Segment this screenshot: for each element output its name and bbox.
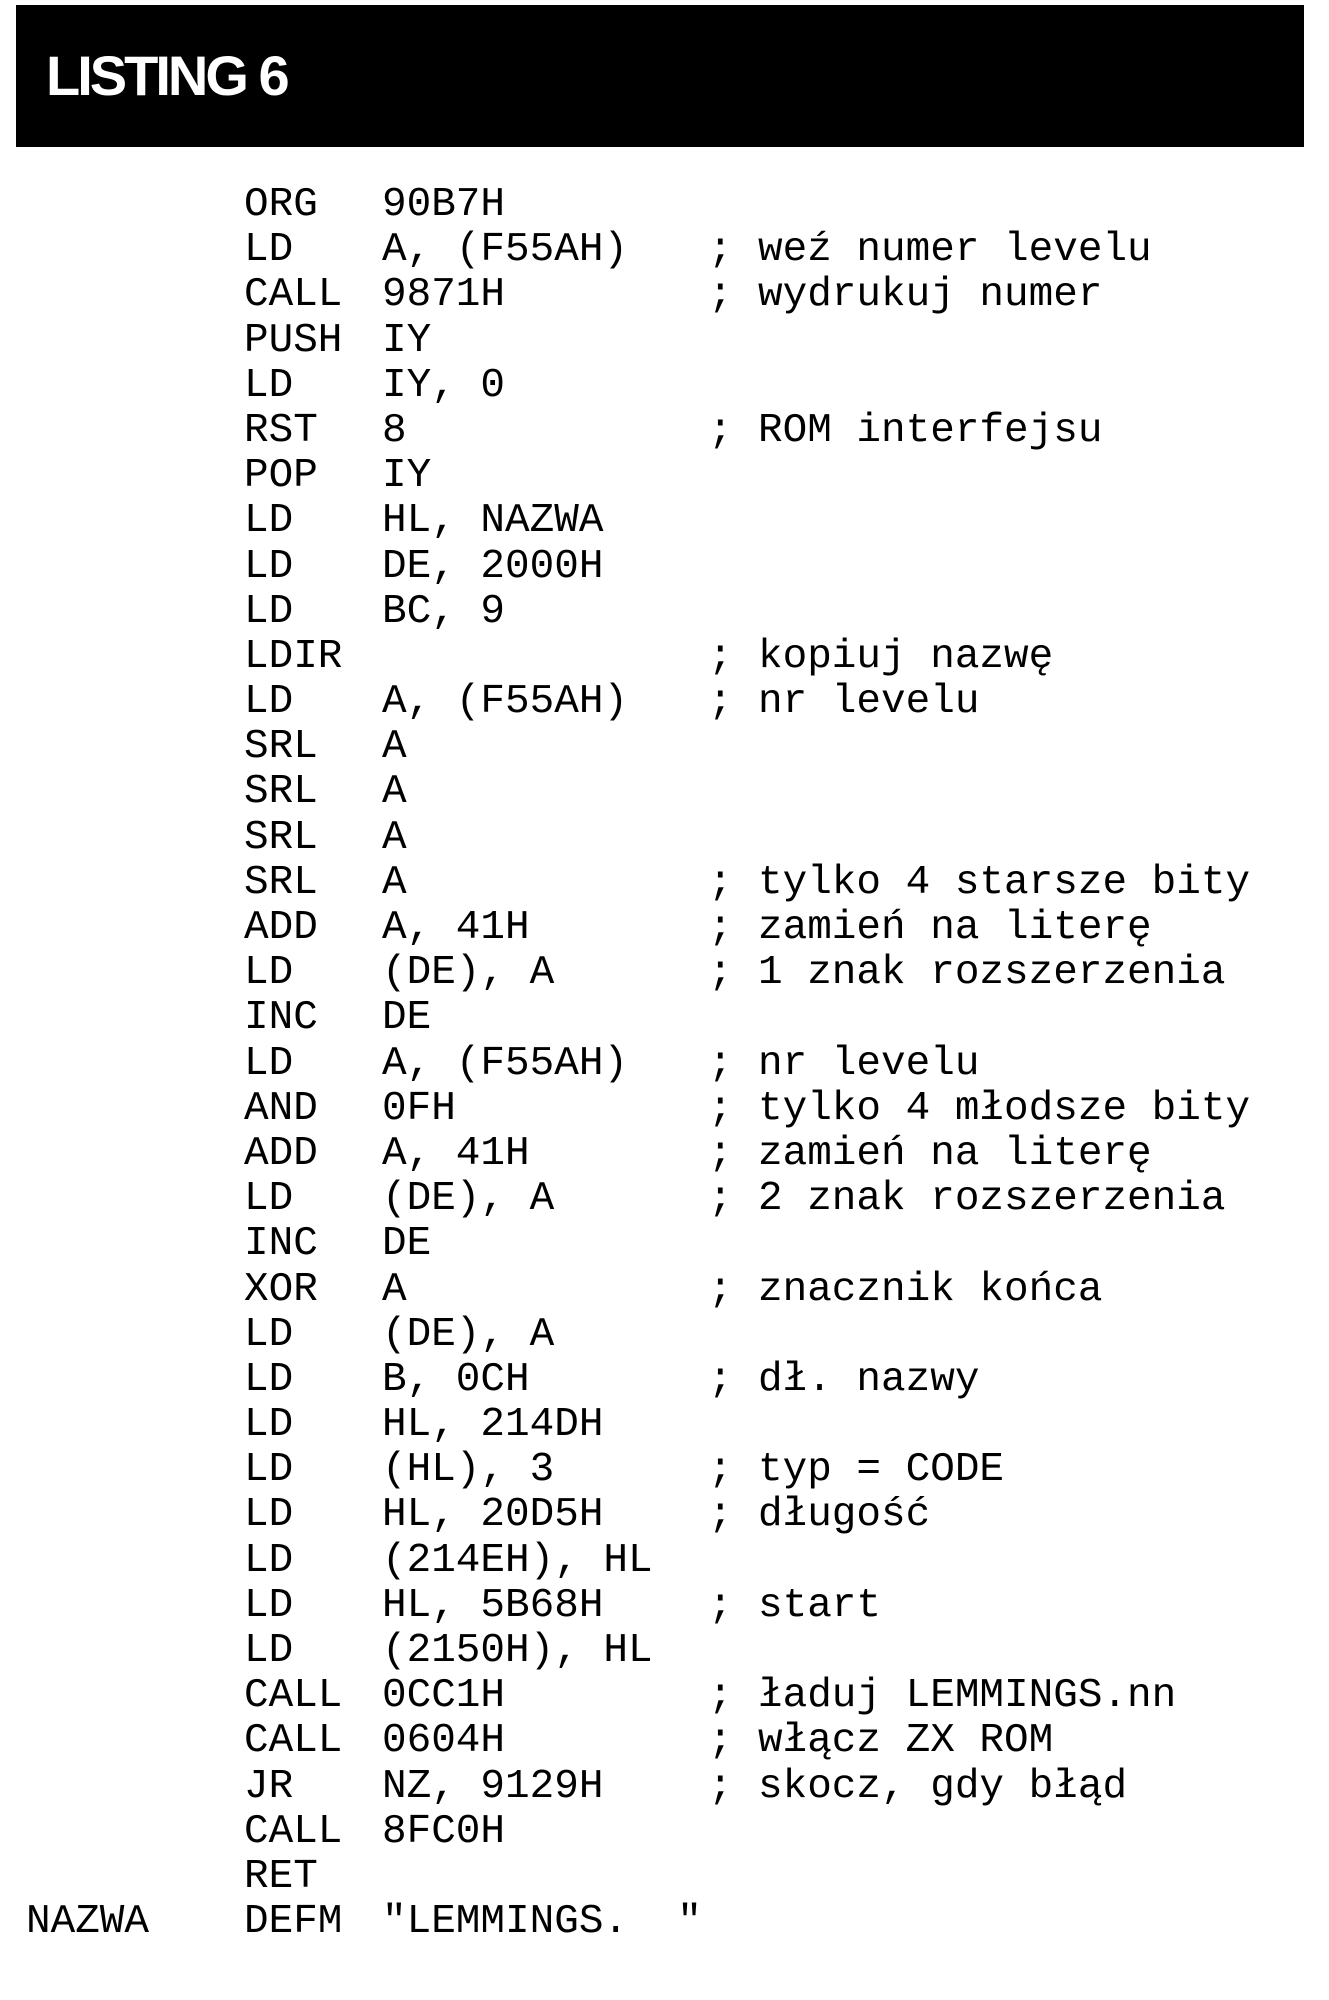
code-line: [0, 996, 1329, 1041]
code-operand: A: [382, 769, 407, 816]
comment-delimiter: ;: [708, 1763, 733, 1810]
code-mnemonic: LD: [244, 950, 294, 997]
code-mnemonic: LD: [244, 1582, 294, 1629]
code-line: [0, 680, 1329, 725]
code-mnemonic: LD: [244, 1356, 294, 1403]
code-listing: [0, 183, 1329, 1945]
code-operand: A, 41H: [382, 905, 530, 951]
code-operand: A, (F55AH): [382, 1040, 629, 1087]
code-comment: ROM interfejsu: [758, 407, 1103, 454]
code-line: [0, 1177, 1329, 1222]
code-mnemonic: LD: [244, 679, 294, 726]
code-mnemonic: JR: [244, 1763, 294, 1810]
code-operand: (DE), A: [382, 950, 555, 997]
code-line: [0, 1855, 1329, 1900]
code-mnemonic: LD: [244, 498, 294, 545]
code-mnemonic: SRL: [244, 859, 318, 906]
code-comment: tylko 4 młodsze bity: [758, 1085, 1251, 1132]
code-line: [0, 1448, 1329, 1493]
comment-delimiter: ;: [708, 633, 733, 680]
code-mnemonic: INC: [244, 1221, 318, 1268]
code-operand: BC, 9: [382, 588, 506, 635]
code-mnemonic: LD: [244, 362, 294, 409]
code-mnemonic: PUSH: [244, 317, 343, 364]
code-operand: IY: [382, 317, 432, 364]
code-comment: włącz ZX ROM: [758, 1718, 1054, 1765]
comment-delimiter: ;: [708, 1356, 733, 1403]
code-line: [0, 1358, 1329, 1403]
code-comment: zamień na literę: [758, 905, 1152, 951]
comment-delimiter: ;: [708, 1266, 733, 1313]
code-line: [0, 951, 1329, 996]
code-comment: skocz, gdy błąd: [758, 1763, 1128, 1810]
code-comment: ładuj LEMMINGS.nn: [758, 1673, 1177, 1720]
code-operand: 8: [382, 407, 407, 454]
code-comment: wydrukuj numer: [758, 272, 1103, 319]
code-line: [0, 590, 1329, 635]
code-mnemonic: INC: [244, 995, 318, 1042]
code-mnemonic: LD: [244, 1176, 294, 1223]
comment-delimiter: ;: [708, 1040, 733, 1087]
code-operand: DE, 2000H: [382, 543, 604, 590]
code-line: [0, 1042, 1329, 1087]
code-line: [0, 770, 1329, 815]
code-line: [0, 1313, 1329, 1358]
code-comment: dł. nazwy: [758, 1356, 980, 1403]
code-comment: zamień na literę: [758, 1130, 1152, 1177]
code-line: [0, 454, 1329, 499]
code-comment: kopiuj nazwę: [758, 633, 1054, 680]
comment-delimiter: ;: [708, 1718, 733, 1765]
code-operand: A: [382, 859, 407, 906]
code-line: [0, 1900, 1329, 1945]
comment-delimiter: ;: [708, 905, 733, 951]
code-mnemonic: AND: [244, 1085, 318, 1132]
code-operand: A: [382, 1266, 407, 1313]
code-operand: 0CC1H: [382, 1673, 506, 1720]
code-operand: A, 41H: [382, 1130, 530, 1177]
code-mnemonic: LD: [244, 1537, 294, 1584]
code-line: [0, 861, 1329, 906]
code-operand: (DE), A: [382, 1311, 555, 1358]
code-operand: HL, 214DH: [382, 1402, 604, 1449]
code-operand: (2150H), HL: [382, 1628, 653, 1674]
code-operand: 8FC0H: [382, 1808, 506, 1855]
code-line: [0, 635, 1329, 680]
code-line: [0, 1132, 1329, 1177]
code-operand: A: [382, 724, 407, 771]
code-mnemonic: ADD: [244, 1130, 318, 1177]
code-line: [0, 1087, 1329, 1132]
code-operand: HL, 20D5H: [382, 1492, 604, 1539]
code-comment: weź numer levelu: [758, 227, 1152, 274]
code-comment: nr levelu: [758, 679, 980, 726]
code-line: [0, 1719, 1329, 1764]
code-operand: IY, 0: [382, 362, 506, 409]
code-comment: start: [758, 1582, 882, 1629]
code-operand: (DE), A: [382, 1176, 555, 1223]
code-line: [0, 1584, 1329, 1629]
code-line: [0, 319, 1329, 364]
code-operand: 0604H: [382, 1718, 506, 1765]
comment-delimiter: ;: [708, 227, 733, 274]
code-mnemonic: SRL: [244, 814, 318, 861]
code-comment: typ = CODE: [758, 1447, 1005, 1494]
code-operand: DE: [382, 1221, 432, 1268]
code-line: [0, 1493, 1329, 1538]
code-mnemonic: LD: [244, 588, 294, 635]
code-line: [0, 499, 1329, 544]
code-mnemonic: LD: [244, 1311, 294, 1358]
code-line: [0, 1674, 1329, 1719]
code-line: [0, 1403, 1329, 1448]
code-line: [0, 725, 1329, 770]
code-comment: tylko 4 starsze bity: [758, 859, 1251, 906]
comment-delimiter: ;: [708, 1130, 733, 1177]
comment-delimiter: ;: [708, 1176, 733, 1223]
code-mnemonic: XOR: [244, 1266, 318, 1313]
code-mnemonic: POP: [244, 453, 318, 500]
comment-delimiter: ;: [708, 1447, 733, 1494]
code-operand: 90B7H: [382, 182, 506, 228]
code-line: [0, 1629, 1329, 1674]
code-comment: 1 znak rozszerzenia: [758, 950, 1226, 997]
code-operand: HL, NAZWA: [382, 498, 604, 545]
comment-delimiter: ;: [708, 1492, 733, 1539]
code-line: [0, 1268, 1329, 1313]
code-mnemonic: LD: [244, 1040, 294, 1087]
code-line: [0, 1539, 1329, 1584]
code-mnemonic: CALL: [244, 272, 343, 319]
code-operand: 0FH: [382, 1085, 456, 1132]
code-line: [0, 545, 1329, 590]
code-mnemonic: DEFM: [244, 1899, 343, 1946]
code-mnemonic: SRL: [244, 724, 318, 771]
code-mnemonic: ORG: [244, 182, 318, 228]
code-mnemonic: LD: [244, 227, 294, 274]
code-comment: 2 znak rozszerzenia: [758, 1176, 1226, 1223]
comment-delimiter: ;: [708, 679, 733, 726]
code-operand: IY: [382, 453, 432, 500]
comment-delimiter: ;: [708, 1582, 733, 1629]
code-line: [0, 906, 1329, 951]
code-operand: NZ, 9129H: [382, 1763, 604, 1810]
code-operand: DE: [382, 995, 432, 1042]
comment-delimiter: ;: [708, 859, 733, 906]
code-line: [0, 816, 1329, 861]
code-line: [0, 273, 1329, 318]
code-comment: długość: [758, 1492, 931, 1539]
code-comment: znacznik końca: [758, 1266, 1103, 1313]
code-operand: HL, 5B68H: [382, 1582, 604, 1629]
code-mnemonic: RET: [244, 1853, 318, 1900]
code-mnemonic: CALL: [244, 1673, 343, 1720]
code-line: [0, 1765, 1329, 1810]
code-operand: (HL), 3: [382, 1447, 555, 1494]
code-mnemonic: LD: [244, 543, 294, 590]
code-line: [0, 1810, 1329, 1855]
code-operand: B, 0CH: [382, 1356, 530, 1403]
code-mnemonic: LD: [244, 1402, 294, 1449]
code-operand: "LEMMINGS. ": [382, 1899, 702, 1946]
code-operand: 9871H: [382, 272, 506, 319]
code-label: NAZWA: [26, 1899, 150, 1946]
code-mnemonic: LD: [244, 1492, 294, 1539]
listing-title: LISTING 6: [46, 44, 287, 107]
code-operand: A: [382, 814, 407, 861]
code-operand: A, (F55AH): [382, 679, 629, 726]
comment-delimiter: ;: [708, 272, 733, 319]
code-line: [0, 409, 1329, 454]
code-mnemonic: CALL: [244, 1808, 343, 1855]
code-operand: A, (F55AH): [382, 227, 629, 274]
code-mnemonic: ADD: [244, 905, 318, 951]
comment-delimiter: ;: [708, 1085, 733, 1132]
code-mnemonic: LD: [244, 1447, 294, 1494]
code-line: [0, 228, 1329, 273]
code-operand: (214EH), HL: [382, 1537, 653, 1584]
code-line: [0, 183, 1329, 228]
comment-delimiter: ;: [708, 407, 733, 454]
code-line: [0, 1222, 1329, 1267]
code-mnemonic: RST: [244, 407, 318, 454]
code-mnemonic: SRL: [244, 769, 318, 816]
code-mnemonic: LDIR: [244, 633, 343, 680]
code-mnemonic: CALL: [244, 1718, 343, 1765]
comment-delimiter: ;: [708, 1673, 733, 1720]
comment-delimiter: ;: [708, 950, 733, 997]
code-comment: nr levelu: [758, 1040, 980, 1087]
code-mnemonic: LD: [244, 1628, 294, 1674]
code-line: [0, 364, 1329, 409]
